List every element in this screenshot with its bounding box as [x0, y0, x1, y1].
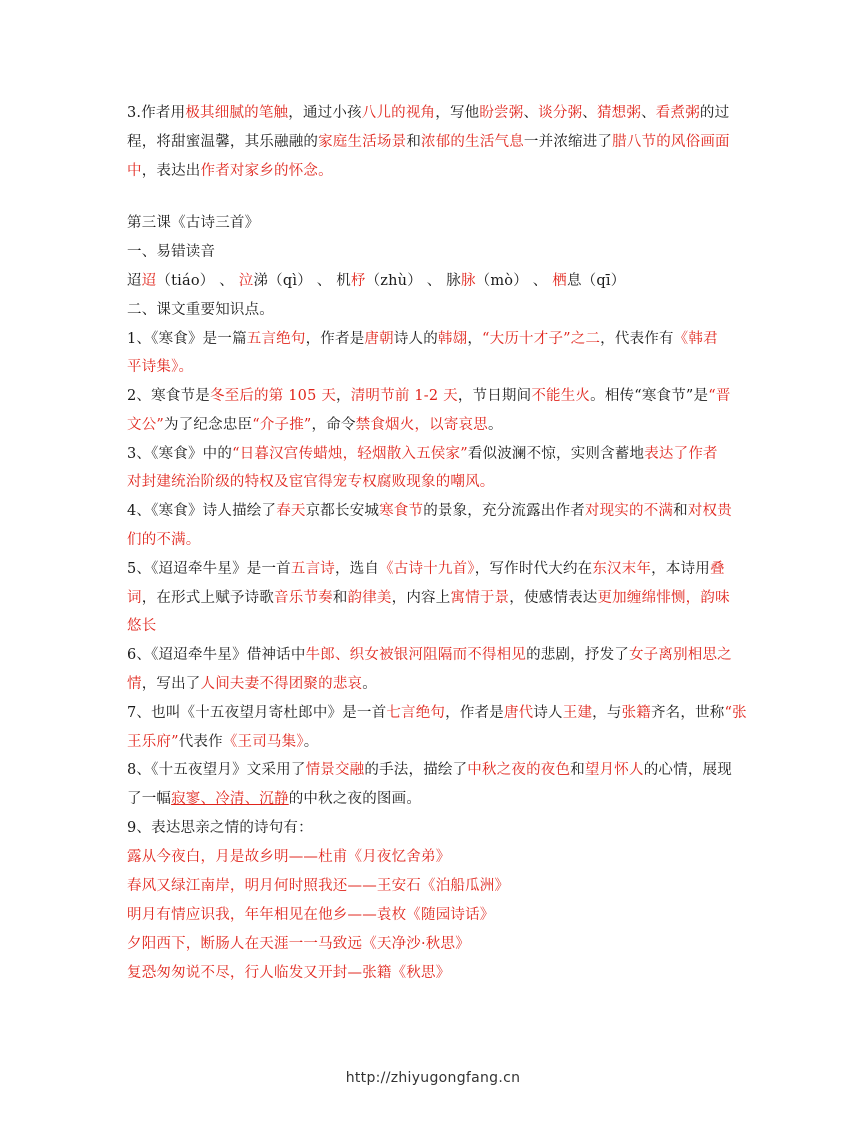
- highlighted-text: 清明节前 1-2 天: [350, 388, 458, 404]
- text-line: [127, 472, 747, 492]
- highlighted-text: 唐朝: [364, 331, 394, 347]
- text-line: [127, 530, 747, 550]
- text-line: [127, 132, 747, 152]
- text-line: [127, 242, 747, 262]
- text-line: [127, 789, 747, 809]
- text-segment: 的悲剧，抒发了: [526, 647, 629, 663]
- text-segment: 、: [523, 105, 539, 121]
- text-segment: 。: [303, 734, 319, 750]
- text-segment: ，本诗用: [651, 561, 710, 577]
- highlighted-text: 中秋之夜的夜色: [467, 762, 571, 778]
- text-segment: ，选自: [334, 561, 380, 577]
- text-segment: 看似波澜不惊，实则含蓄地: [467, 446, 645, 462]
- text-segment: ，在形式上赋予诗歌: [141, 590, 275, 606]
- text-segment: 4、《寒食》诗人描绘了: [127, 503, 277, 519]
- highlighted-text: 春天: [276, 503, 306, 519]
- highlighted-text: 韩翃: [437, 331, 468, 347]
- text-segment: 。相传“寒食节”是: [590, 388, 709, 404]
- highlighted-text: 八儿的视角: [361, 105, 436, 121]
- text-segment: 诗人的: [393, 331, 438, 347]
- highlighted-text: 韵律美: [347, 590, 392, 606]
- text-segment: ，通过小孩: [288, 105, 362, 121]
- highlighted-text: 寓情于景: [450, 590, 510, 606]
- highlighted-text: 寒食节: [379, 503, 424, 519]
- highlighted-text: 五言诗: [290, 561, 335, 577]
- text-line: [127, 329, 747, 349]
- text-line: [127, 386, 747, 406]
- text-line: [127, 103, 747, 123]
- highlighted-text: 王乐府”: [127, 734, 179, 750]
- text-line: [127, 934, 747, 954]
- highlighted-text: 《王司马集》: [222, 734, 304, 750]
- text-line: [127, 645, 747, 665]
- text-line: [127, 559, 747, 579]
- text-line: [127, 213, 747, 233]
- highlighted-text: “介子推”: [252, 417, 312, 433]
- highlighted-text: 张籍: [621, 705, 651, 721]
- highlighted-text: 更加缠绵悱恻，韵味: [597, 590, 730, 606]
- text-segment: ，代表作有: [600, 331, 674, 347]
- highlighted-text: 腊八节的风俗画面: [612, 134, 730, 150]
- text-segment: 、: [641, 105, 656, 121]
- text-line: [127, 703, 747, 723]
- text-segment: 和: [673, 503, 688, 519]
- text-segment: 一、易错读音: [127, 244, 216, 260]
- highlighted-text: 东汉末年: [592, 561, 652, 577]
- text-line: [127, 963, 747, 983]
- highlighted-text: 杼: [350, 273, 366, 289]
- highlighted-text: 夕阳西下，断肠人在天涯一一马致远《天净沙·秋思》: [127, 936, 470, 952]
- text-line: [127, 588, 747, 608]
- text-segment: ，写他: [435, 105, 480, 121]
- highlighted-text: 《古诗十九首》: [379, 561, 475, 577]
- text-segment: 和: [332, 590, 348, 606]
- text-line: [127, 300, 747, 320]
- text-line: [127, 357, 747, 377]
- highlighted-text: 家庭生活场景: [318, 134, 407, 150]
- text-segment: 和: [406, 134, 422, 150]
- text-segment: ，写作时代大约在: [474, 561, 593, 577]
- highlighted-text: 情: [127, 676, 142, 692]
- text-line: [127, 415, 747, 435]
- highlighted-text: 泣: [238, 273, 254, 289]
- text-segment: ，命令: [311, 417, 356, 433]
- highlighted-text: “日暮汉宫传蜡烛，轻烟散入五侯家”: [232, 446, 468, 462]
- highlighted-text: 极其细腻的笔触: [185, 105, 289, 121]
- text-segment: 的手法，描绘了: [364, 762, 468, 778]
- highlighted-text: 脉: [460, 273, 476, 289]
- text-segment: 代表作: [178, 734, 223, 750]
- text-segment: 迢: [127, 273, 142, 289]
- text-line: [127, 732, 747, 752]
- text-segment: 二、课文重要知识点。: [127, 302, 274, 318]
- text-line: [127, 616, 747, 636]
- highlighted-text: 冬至后的第 105 天: [209, 388, 337, 404]
- text-segment: ，使感情表达: [509, 590, 598, 606]
- text-segment: ，表达出: [141, 163, 201, 179]
- text-segment: 9、表达思亲之情的诗句有：: [127, 820, 313, 836]
- text-segment: 的中秋之夜的图画。: [288, 791, 422, 807]
- text-segment: ，写出了: [141, 676, 201, 692]
- highlighted-text: 不能生火: [531, 388, 591, 404]
- highlighted-text: 牛郎、织女被银河阻隔而不得相见: [305, 647, 527, 663]
- text-segment: 了一幅: [127, 791, 172, 807]
- highlighted-text: 作者对家乡的怀念。: [200, 163, 333, 179]
- text-segment: 第三课《古诗三首》: [127, 215, 260, 231]
- text-line: [127, 444, 747, 464]
- highlighted-text: 叠: [709, 561, 725, 577]
- text-segment: （mò） 、: [475, 273, 553, 289]
- text-segment: （tiáo） 、: [156, 273, 239, 289]
- text-segment: 的心情，展现: [643, 762, 732, 778]
- text-segment: ，节日期间: [457, 388, 532, 404]
- highlighted-text: 文公”: [127, 417, 165, 433]
- text-segment: 7、也叫《十五夜望月寄杜郎中》是一首: [127, 705, 387, 721]
- text-segment: 。: [362, 676, 377, 692]
- highlighted-text: 人间夫妻不得团聚的悲哀: [200, 676, 363, 692]
- text-line: [127, 847, 747, 867]
- highlighted-text: “晋: [708, 388, 731, 404]
- text-segment: 6、《迢迢牵牛星》借神话中: [127, 647, 306, 663]
- text-segment: 涕（qì） 、 机: [253, 273, 351, 289]
- text-segment: 和: [570, 762, 585, 778]
- text-line: [127, 161, 747, 181]
- text-segment: 5、《迢迢牵牛星》是一首: [127, 561, 291, 577]
- footer-url: http://zhiyugongfang.cn: [345, 1070, 521, 1086]
- text-segment: ，作者是: [305, 331, 365, 347]
- highlighted-text: 五言绝句: [246, 331, 306, 347]
- text-segment: 息（qī）: [566, 273, 626, 289]
- text-line: [127, 905, 747, 925]
- text-segment: 为了纪念忠臣: [164, 417, 253, 433]
- text-segment: 、: [582, 105, 597, 121]
- text-segment: （zhù） 、 脉: [365, 273, 461, 289]
- highlighted-text: 音乐节奏: [274, 590, 333, 606]
- highlighted-text: 栖: [552, 273, 567, 289]
- text-segment: 3.作者用: [127, 105, 186, 121]
- text-line: [127, 876, 747, 896]
- text-line: [127, 674, 747, 694]
- highlighted-text: 对权贵: [687, 503, 732, 519]
- text-line: [127, 760, 747, 780]
- text-segment: ，: [336, 388, 351, 404]
- text-segment: 的景象，充分流露出作者: [423, 503, 585, 519]
- text-segment: 一并浓缩进了: [523, 134, 613, 150]
- text-segment: 。: [487, 417, 503, 433]
- text-segment: 8、《十五夜望月》文采用了: [127, 762, 306, 778]
- highlighted-text: 春风又绿江南岸，明月何时照我还——王安石《泊船瓜洲》: [127, 878, 510, 894]
- highlighted-text: 女子离别相思之: [628, 647, 732, 663]
- text-segment: 京都长安城: [305, 503, 380, 519]
- highlighted-text: 盼尝粥: [479, 105, 524, 121]
- highlighted-text: “大历十才子”之二: [482, 331, 601, 347]
- highlighted-text: 王建: [562, 705, 593, 721]
- text-segment: ，作者是: [445, 705, 504, 721]
- text-segment: 程，将甜蜜温馨，其乐融融的: [127, 134, 319, 150]
- highlighted-text: 露从今夜白，月是故乡明——杜甫《月夜忆舍弟》: [127, 849, 451, 865]
- highlighted-text: 禁食烟火，以寄哀思: [355, 417, 488, 433]
- highlighted-text: 悠长: [127, 618, 157, 634]
- text-line: [127, 501, 747, 521]
- highlighted-text: 对现实的不满: [584, 503, 674, 519]
- highlighted-text: 七言绝句: [386, 705, 446, 721]
- text-line: [127, 818, 747, 838]
- highlighted-text: 中: [127, 163, 142, 179]
- text-segment: 齐名，世称: [650, 705, 725, 721]
- highlighted-text: 《韩君: [673, 331, 718, 347]
- highlighted-text: 对封建统治阶级的特权及宦官得宠专权腐败现象的嘲风。: [127, 474, 495, 490]
- text-segment: 的过: [699, 105, 730, 121]
- highlighted-text: 迢: [141, 273, 157, 289]
- text-segment: 1、《寒食》是一篇: [127, 331, 247, 347]
- highlighted-text: 谈分粥: [538, 105, 583, 121]
- text-segment: 2、寒食节是: [127, 388, 210, 404]
- highlighted-text: 词: [127, 590, 142, 606]
- highlighted-text: “张: [724, 705, 747, 721]
- highlighted-text: 望月怀人: [584, 762, 644, 778]
- highlighted-text: 看煮粥: [655, 105, 700, 121]
- text-line: [127, 271, 747, 291]
- highlighted-text: 明月有情应识我，年年相见在他乡——袁枚《随园诗话》: [127, 907, 495, 923]
- highlighted-text: 复恐匆匆说不尽，行人临发又开封—张籍《秋思》: [127, 965, 451, 981]
- highlighted-text: 猜想粥: [596, 105, 642, 121]
- highlighted-text: 们的不满。: [127, 532, 201, 548]
- highlighted-text: 唐代: [503, 705, 534, 721]
- text-segment: 3、《寒食》中的: [127, 446, 233, 462]
- text-segment: ，内容上: [391, 590, 451, 606]
- text-segment: 诗人: [533, 705, 563, 721]
- text-segment: ，: [467, 331, 483, 347]
- highlighted-text: 情景交融: [305, 762, 365, 778]
- highlighted-text: 表达了作者: [644, 446, 718, 462]
- highlighted-text: 寂寥、冷清、沉静: [171, 791, 289, 807]
- highlighted-text: 浓郁的生活气息: [421, 134, 524, 150]
- highlighted-text: 平诗集》。: [127, 359, 194, 375]
- text-segment: ，与: [592, 705, 622, 721]
